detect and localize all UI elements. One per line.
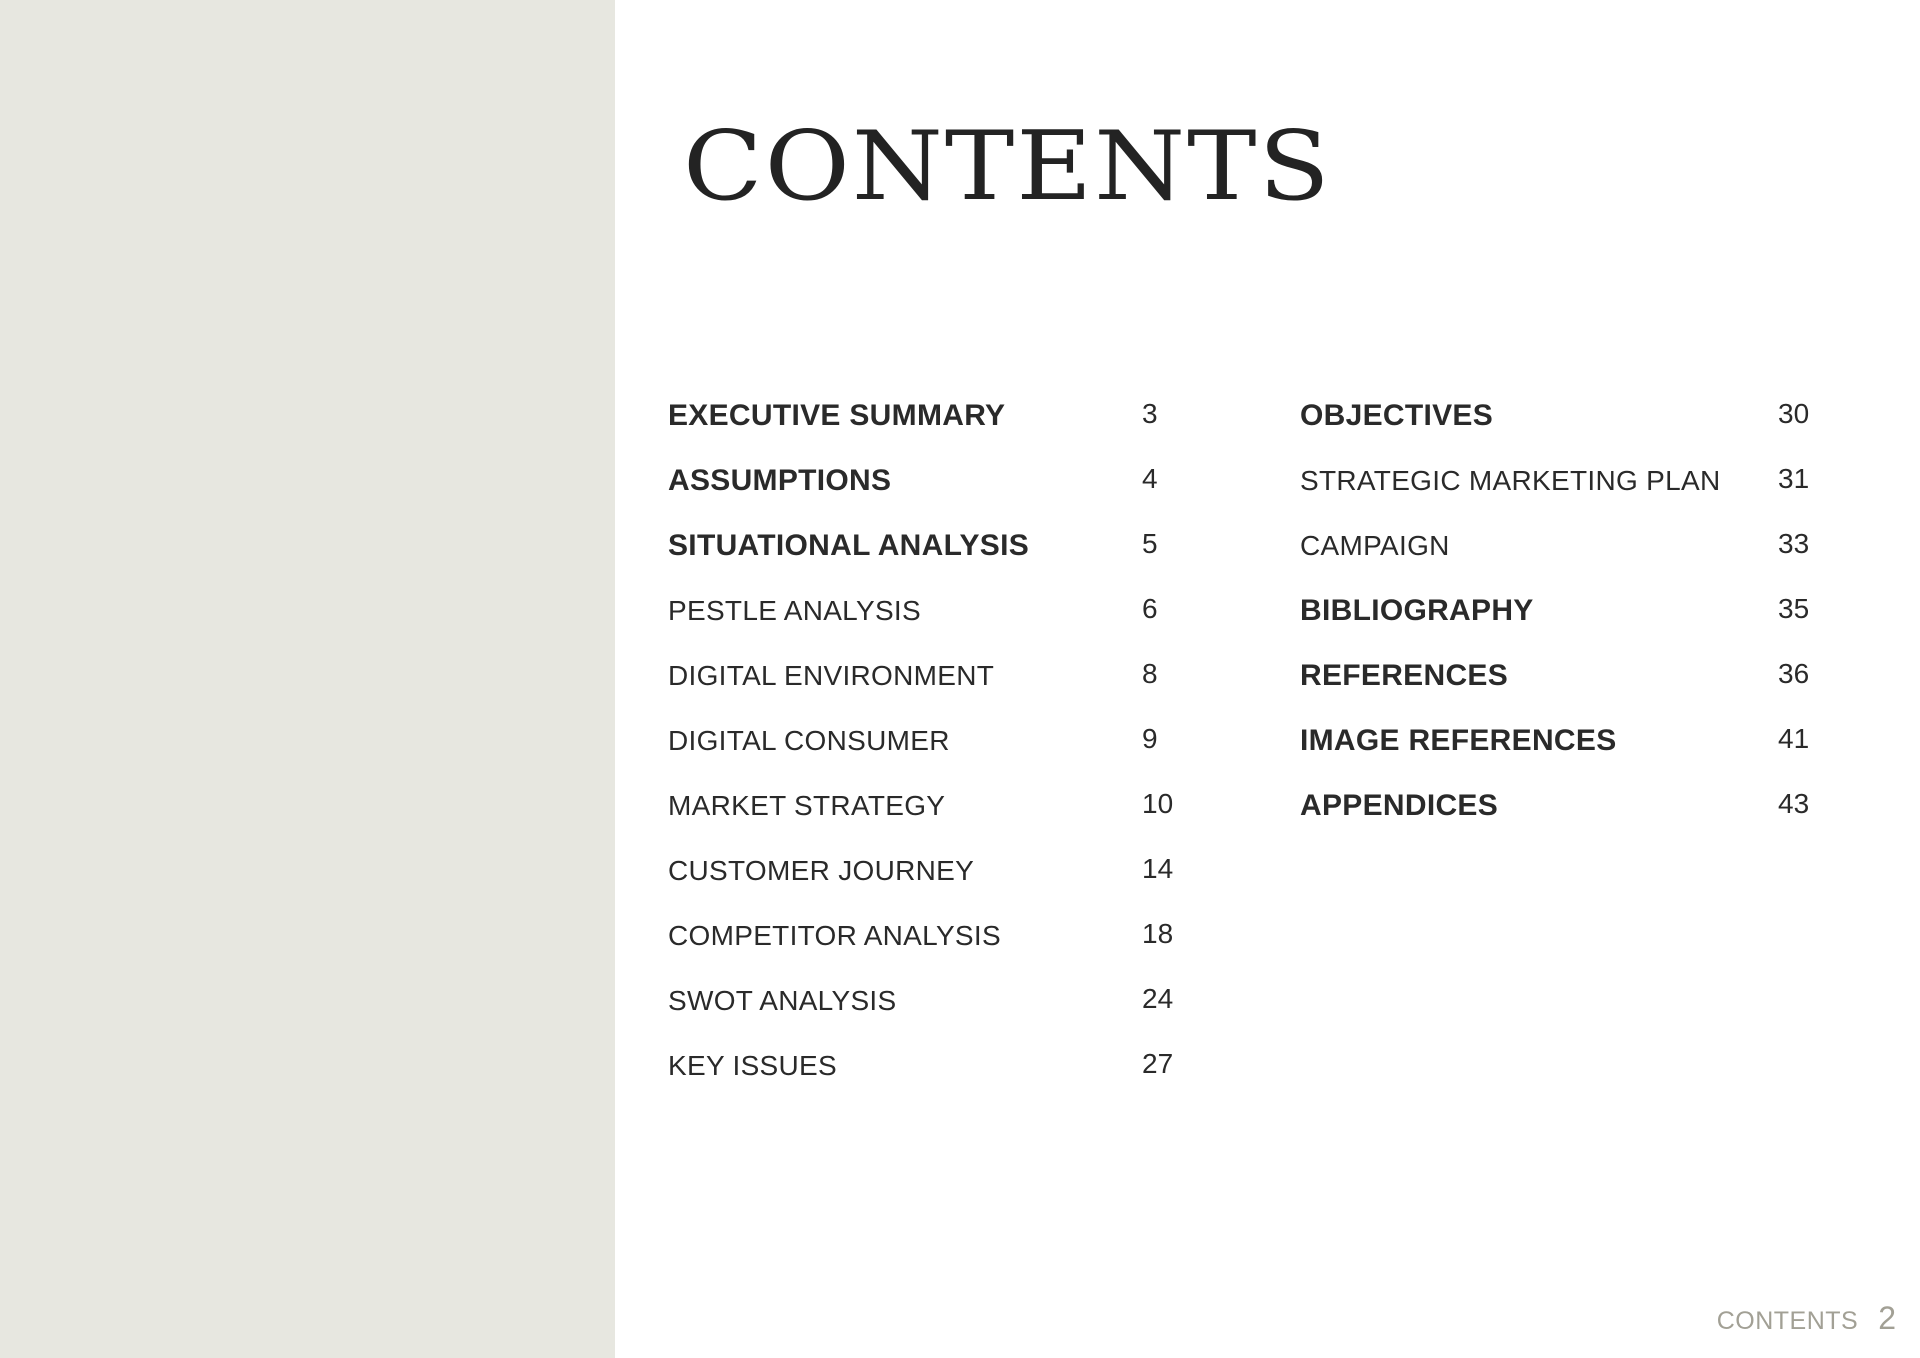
toc-entry-label: COMPETITOR ANALYSIS: [668, 920, 1001, 951]
toc-entry[interactable]: [668, 656, 1180, 721]
toc-entry-label: OBJECTIVES: [1300, 399, 1494, 432]
toc-entry[interactable]: [668, 396, 1180, 461]
toc-entry[interactable]: [668, 591, 1180, 656]
toc-entry-page: 18: [1142, 918, 1174, 949]
toc-entry[interactable]: [668, 981, 1180, 1046]
footer-page-number: 2: [1878, 1300, 1896, 1336]
toc-entry-page: 33: [1778, 528, 1810, 559]
toc-entry-page: 27: [1142, 1048, 1174, 1079]
toc-entry-page: 4: [1142, 463, 1158, 494]
toc-entry-page: 14: [1142, 853, 1174, 884]
toc-entry[interactable]: [1300, 656, 1820, 721]
toc-entry[interactable]: [668, 786, 1180, 851]
toc-entry-page: 31: [1778, 463, 1810, 494]
toc-entry-label: APPENDICES: [1300, 789, 1499, 822]
toc-entry-page: 41: [1778, 723, 1810, 754]
page-title: CONTENTS: [683, 109, 1332, 222]
toc-entry-page: 9: [1142, 723, 1158, 754]
toc-entry-label: KEY ISSUES: [668, 1050, 838, 1081]
toc-entry-page: 30: [1778, 398, 1810, 429]
toc-entry-label: SWOT ANALYSIS: [668, 985, 897, 1016]
toc-entry-label: REFERENCES: [1300, 659, 1509, 692]
toc-entry-label: CAMPAIGN: [1300, 530, 1450, 561]
toc-entry-page: 8: [1142, 658, 1158, 689]
side-panel: [0, 0, 615, 1358]
toc-entry-label: DIGITAL ENVIRONMENT: [668, 660, 995, 691]
toc-left-column: [668, 396, 1180, 1111]
toc-entry-page: 3: [1142, 398, 1158, 429]
toc-entry[interactable]: [668, 1046, 1180, 1111]
toc-entry[interactable]: [1300, 591, 1820, 656]
toc-entry[interactable]: [668, 461, 1180, 526]
toc-entry-page: 10: [1142, 788, 1174, 819]
toc-entry[interactable]: [668, 916, 1180, 981]
toc-entry-label: SITUATIONAL ANALYSIS: [668, 529, 1030, 562]
toc-entry-label: MARKET STRATEGY: [668, 790, 946, 821]
toc-entry[interactable]: [668, 526, 1180, 591]
toc-entry-page: 35: [1778, 593, 1810, 624]
toc-entry[interactable]: [1300, 396, 1820, 461]
toc-entry[interactable]: [1300, 721, 1820, 786]
toc-entry-label: BIBLIOGRAPHY: [1300, 594, 1534, 627]
toc-entry[interactable]: [668, 851, 1180, 916]
toc-entry-label: STRATEGIC MARKETING PLAN: [1300, 465, 1721, 496]
page-footer: [1717, 1300, 1896, 1340]
toc-entry-label: CUSTOMER JOURNEY: [668, 855, 975, 886]
toc-entry-label: DIGITAL CONSUMER: [668, 725, 950, 756]
toc-entry-page: 24: [1142, 983, 1174, 1014]
toc-entry[interactable]: [1300, 526, 1820, 591]
toc-entry-page: 5: [1142, 528, 1158, 559]
toc-right-column: [1300, 396, 1820, 851]
footer-label: CONTENTS: [1716, 1307, 1859, 1335]
toc-entry-label: ASSUMPTIONS: [668, 464, 892, 497]
toc-entry-label: IMAGE REFERENCES: [1300, 724, 1617, 757]
toc-entry-page: 36: [1778, 658, 1810, 689]
toc-entry-page: 6: [1142, 593, 1158, 624]
toc-entry-label: EXECUTIVE SUMMARY: [668, 399, 1006, 432]
toc-entry[interactable]: [668, 721, 1180, 786]
toc-entry-label: PESTLE ANALYSIS: [668, 595, 921, 626]
toc-entry-page: 43: [1778, 788, 1810, 819]
toc-entry[interactable]: [1300, 461, 1820, 526]
toc-entry[interactable]: [1300, 786, 1820, 851]
